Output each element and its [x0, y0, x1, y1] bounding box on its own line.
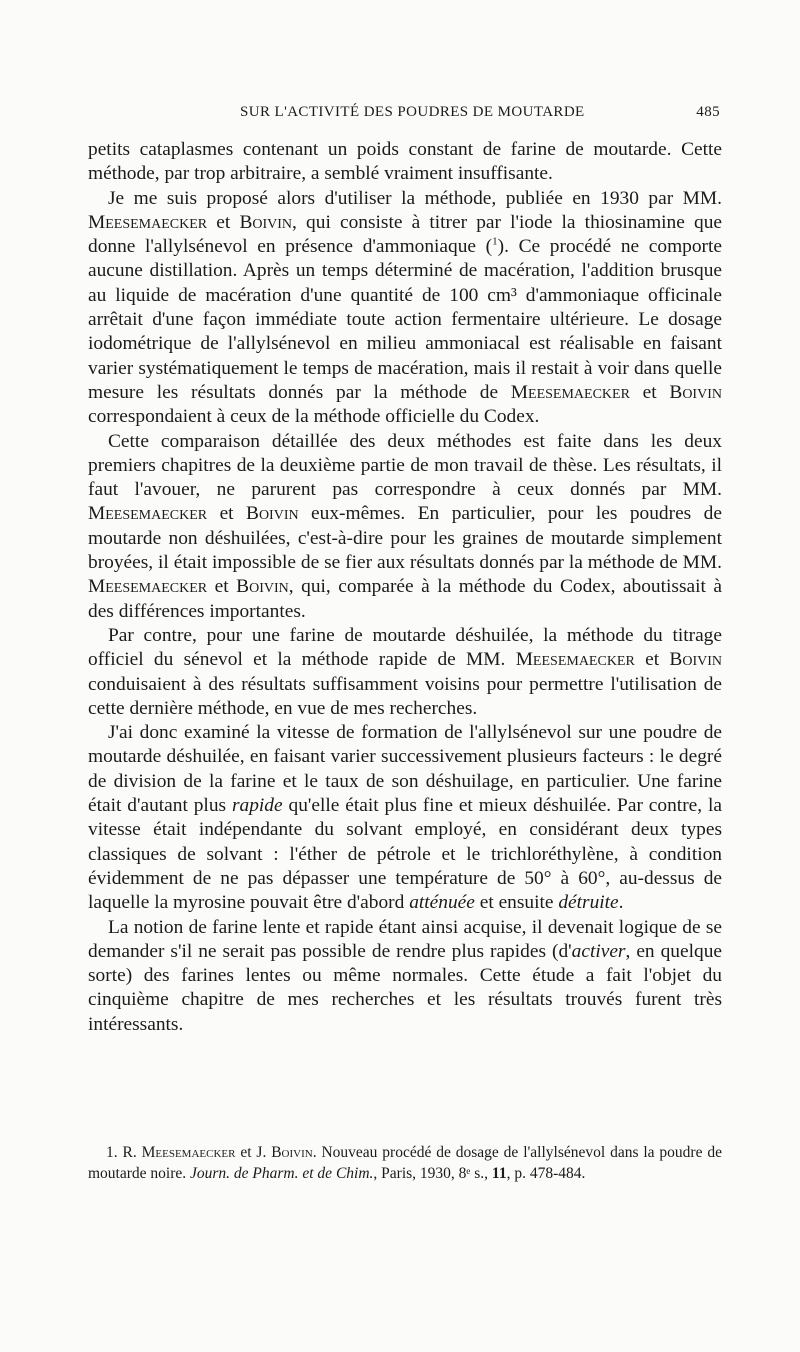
running-title: SUR L'ACTIVITÉ DES POUDRES DE MOUTARDE [240, 104, 585, 120]
emphasis: activer [571, 940, 626, 962]
emphasis: rapide [231, 795, 283, 817]
footnote [88, 1143, 722, 1185]
author-name: Boivin [669, 649, 722, 671]
paragraph-1: petits cataplasmes contenant un poids constant de farine de moutarde. Cette méthode, par trop arbitraire, a semblé vraiment insuffisante. [88, 139, 722, 185]
author-name: Meesemaecker [88, 503, 208, 525]
author-name: Meesemaecker [515, 649, 635, 671]
author-name: Boivin [239, 211, 293, 233]
paragraph-2: Je me suis proposé alors d'utiliser la méthode, publiée en 1930 par MM. Meesemaecker et Boivin, qui consiste à titrer par l'iode la thiosinamine que donne l'allylsénevol en présence d'ammoniaque ($^1$). Ce procédé ne comporte aucune distillation. Après un temps déterminé de macération, l'addition brusque au liquide de macération d'une quantité de 100 cm³ d'ammoniaque officinale arrêtait d'une façon immédiate toute action fermentaire ultérieure. Le dosage iodométrique de l'allylsénevol en milieu ammoniacal est réalisable en faisant varier systématiquement le temps de macération, mais il restait à voir dans quelle mesure les résultats donnés par la méthode de Meesemaecker et Boivin correspondaient à ceux de la méthode officielle du Codex. [88, 187, 722, 428]
paragraph-5: J'ai donc examiné la vitesse de formation de l'allylsénevol sur une poudre de moutarde déshuilée, en faisant varier successivement plusieurs facteurs : le degré de division de la farine et le taux de son déshuilage, en particulier. Une farine était d'autant plus rapide qu'elle était plus fine et mieux déshuilée. Par contre, la vitesse était indépendante du solvant employé, en considérant deux types classiques de solvant : l'éther de pétrole et le trichloréthylène, à condition évidemment de ne pas dépasser une température de 50° à 60°, au-dessus de laquelle la myrosine pouvait être d'abord atténuée et ensuite détruite. [88, 722, 722, 914]
author-name: Meesemaecker [88, 211, 208, 233]
body-text [88, 138, 722, 1037]
author-name: Meesemaecker [88, 576, 208, 598]
author-name: Boivin [271, 1144, 313, 1161]
author-name: Meesemaecker [141, 1144, 236, 1161]
emphasis: détruite [558, 892, 619, 914]
paragraph-6: La notion de farine lente et rapide étant ainsi acquise, il devenait logique de se demander s'il ne serait pas possible de rendre plus rapides (d'activer, en quelque sorte) des farines lentes ou même normales. Cette étude a fait l'objet du cinquième chapitre de mes recherches et les résultats trouvés furent très intéressants. [88, 916, 722, 1035]
footnote-1: 1. R. Meesemaecker et J. Boivin. Nouveau procédé de dosage de l'allylsénevol dans la poudre de moutarde noire. Journ. de Pharm. et de Chim., Paris, 1930, 8ᵉ s., 11, p. 478-484. [88, 1144, 722, 1182]
author-name: Boivin [236, 576, 289, 598]
footnote-reference: 1 [492, 235, 498, 248]
author-name: Boivin [246, 503, 299, 525]
page-number: 485 [696, 104, 720, 120]
paragraph-3: Cette comparaison détaillée des deux méthodes est faite dans les deux premiers chapitres de la deuxième partie de mon travail de thèse. Les résultats, il faut l'avouer, ne parurent pas correspondre à ceux donnés par MM. Meesemaecker et Boivin eux-mêmes. En particulier, pour les poudres de moutarde non déshuilées, c'est-à-dire pour les graines de moutarde simplement broyées, il était impossible de se fier aux résultats donnés par la méthode de MM. Meesemaecker et Boivin, qui, comparée à la méthode du Codex, aboutissait à des différences importantes. [88, 430, 722, 622]
author-name: Meesemaecker [510, 381, 630, 403]
author-name: Boivin [669, 381, 722, 403]
volume-number: 11 [491, 1164, 507, 1182]
paragraph-4: Par contre, pour une farine de moutarde déshuilée, la méthode du titrage officiel du sénevol et la méthode rapide de MM. Meesemaecker et Boivin conduisaient à des résultats suffisamment voisins pour permettre l'utilisation de cette dernière méthode, en vue de mes recherches. [88, 624, 722, 719]
emphasis: atténuée [409, 892, 475, 914]
running-header [88, 104, 720, 126]
journal-title: Journ. de Pharm. et de Chim. [190, 1164, 374, 1182]
